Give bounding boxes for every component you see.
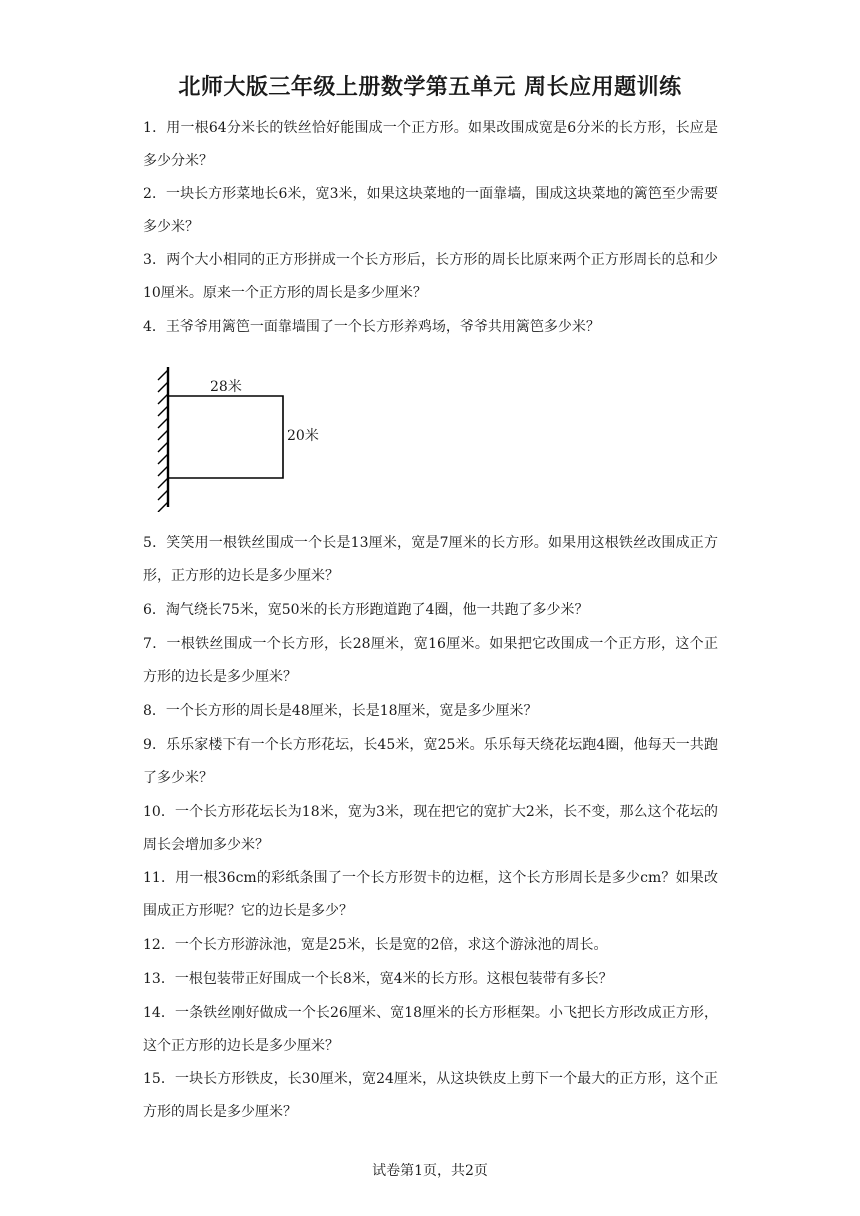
- question-4: 4．王爷爷用篱笆一面靠墙围了一个长方形养鸡场，爷爷共用篱笆多少米？: [143, 319, 600, 335]
- wall-hatching: [158, 370, 168, 512]
- question-2: 2．一块长方形菜地长6米，宽3米，如果这块菜地的一面靠墙，围成这块菜地的篱笆至少需要多少米？: [143, 186, 718, 235]
- question-6: 6．淘气绕长75米，宽50米的长方形跑道跑了4圈，他一共跑了多少米？: [143, 602, 589, 618]
- page-title: 北师大版三年级上册数学第五单元 周长应用题训练: [178, 75, 682, 100]
- chicken-yard-figure: [150, 362, 330, 512]
- question-10: 10．一个长方形花坛长为18米，宽为3米，现在把它的宽扩大2米，长不变，那么这个花坛的周长会增加多少米？: [143, 804, 718, 853]
- question-12: 12．一个长方形游泳池，宽是25米，长是宽的2倍，求这个游泳池的周长。: [143, 937, 608, 953]
- question-8: 8．一个长方形的周长是48厘米，长是18厘米，宽是多少厘米？: [143, 703, 538, 719]
- length-label: 28米: [210, 379, 242, 395]
- question-9: 9．乐乐家楼下有一个长方形花坛，长45米，宽25米。乐乐每天绕花坛跑4圈，他每天一共跑了多少米？: [143, 737, 718, 786]
- page-footer: 试卷第1页，共2页: [372, 1163, 488, 1179]
- question-15: 15．一块长方形铁皮，长30厘米，宽24厘米，从这块铁皮上剪下一个最大的正方形，这个正方形的周长是多少厘米？: [143, 1071, 718, 1120]
- question-1: 1．用一根64分米长的铁丝恰好能围成一个正方形。如果改围成宽是6分米的长方形，长应是多少分米？: [143, 120, 718, 169]
- width-label: 20米: [287, 428, 319, 444]
- fence-outline: [168, 396, 283, 478]
- question-14: 14．一条铁丝刚好做成一个长26厘米、宽18厘米的长方形框架。小飞把长方形改成正方形，这个正方形的边长是多少厘米？: [143, 1005, 718, 1054]
- question-5: 5．笑笑用一根铁丝围成一个长是13厘米，宽是7厘米的长方形。如果用这根铁丝改围成正方形，正方形的边长是多少厘米？: [143, 535, 718, 584]
- question-3: 3．两个大小相同的正方形拼成一个长方形后，长方形的周长比原来两个正方形周长的总和少10厘米。原来一个正方形的周长是多少厘米？: [143, 252, 718, 301]
- question-7: 7．一根铁丝围成一个长方形，长28厘米，宽16厘米。如果把它改围成一个正方形，这个正方形的边长是多少厘米？: [143, 636, 718, 685]
- question-13: 13．一根包装带正好围成一个长8米，宽4米的长方形。这根包装带有多长？: [143, 971, 613, 987]
- question-11: 11．用一根36cm的彩纸条围了一个长方形贺卡的边框，这个长方形周长是多少cm？如果改围成正方形呢？它的边长是多少？: [143, 870, 718, 919]
